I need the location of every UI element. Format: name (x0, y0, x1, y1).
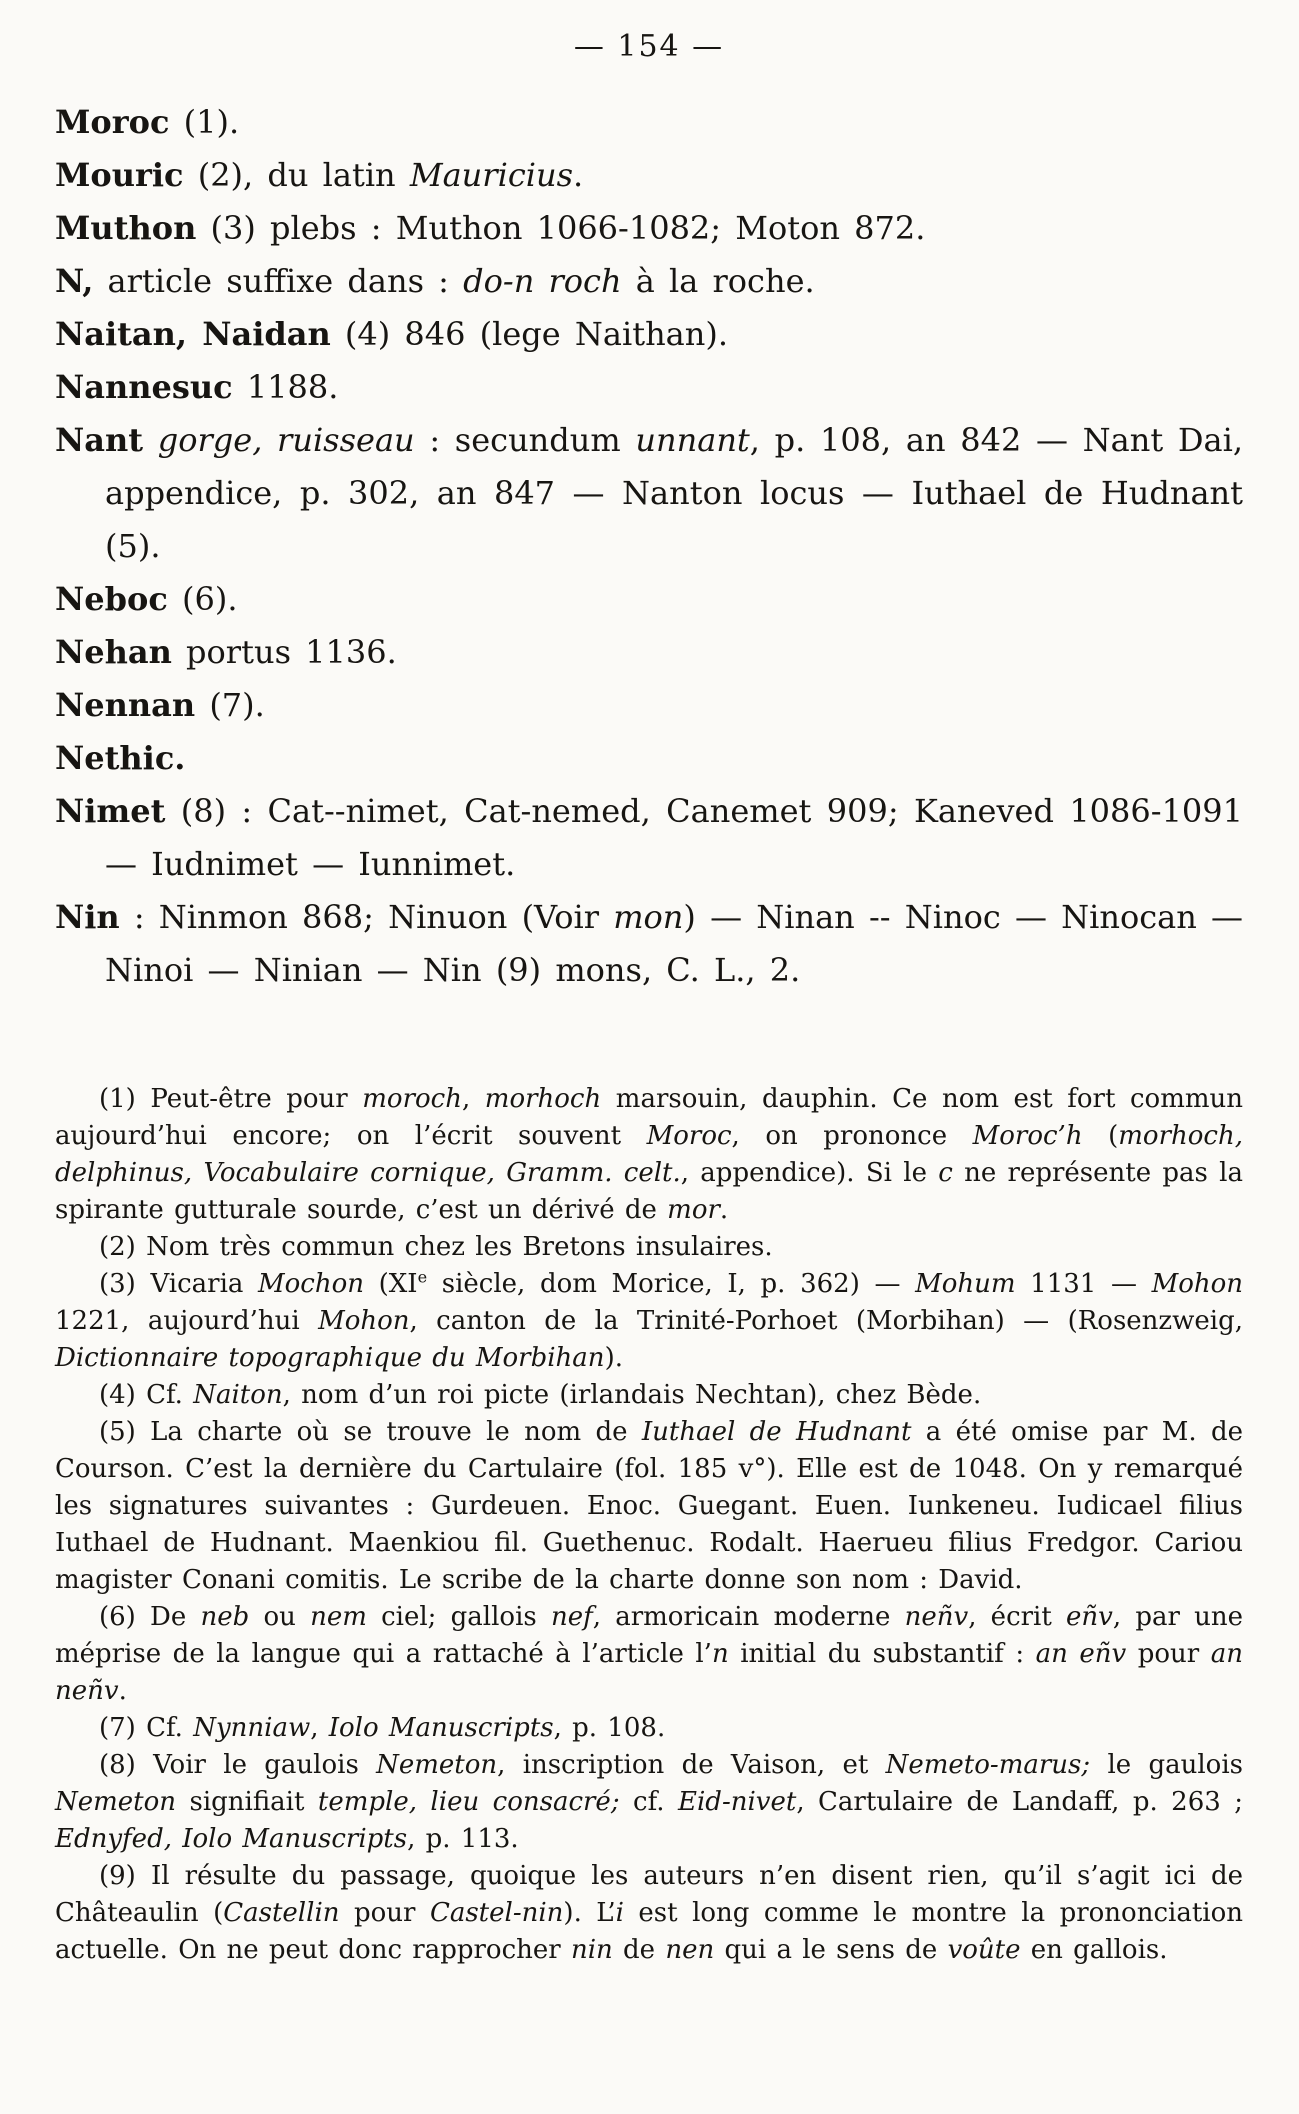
entry-paragraph: Moroc (1). (55, 103, 240, 141)
page-number: — 154 — (573, 29, 725, 64)
entry-paragraph: Nimet (8) : Cat--nimet, Cat-nemed, Canemet 909; Kaneved 1086-1091 — Iudnimet — Iunnimet. (55, 792, 1243, 883)
entry-paragraph: Naitan, Naidan (4) 846 (lege Naithan). (55, 315, 729, 353)
entry-paragraph: Mouric (2), du latin Mauricius. (55, 156, 584, 194)
entry-paragraph: Nennan (7). (55, 686, 265, 724)
footnote-paragraph: (6) De neb ou nem ciel; gallois nef, armoricain moderne neñv, écrit eñv, par une méprise de la langue qui a rattaché à l’article l’n initial du substantif : an eñv pour an neñv. (55, 1602, 1243, 1706)
entry-paragraph: Nin : Ninmon 868; Ninuon (Voir mon) — Ninan -- Ninoc — Ninocan — Ninoi — Ninian — Nin (9) mons, C. L., 2. (55, 898, 1243, 989)
dictionary-entries-section (55, 96, 1243, 997)
footnote-paragraph: (2) Nom très commun chez les Bretons insulaires. (99, 1232, 773, 1262)
entry-paragraph: Nehan portus 1136. (55, 633, 397, 671)
footnotes-section (55, 1081, 1243, 1969)
entry-paragraph: Neboc (6). (55, 580, 238, 618)
footnote-paragraph: (3) Vicaria Mochon (XIe siècle, dom Morice, I, p. 362) — Mohum 1131 — Mohon 1221, aujourd’hui Mohon, canton de la Trinité-Porhoet (Morbihan) — (Rosenzweig, Dictionnaire topographique du Morbihan). (55, 1267, 1243, 1373)
entry-paragraph: N, article suffixe dans : do-n roch à la roche. (55, 262, 815, 300)
text-body (55, 96, 1243, 1969)
entry-paragraph: Nant gorge, ruisseau : secundum unnant, p. 108, an 842 — Nant Dai, appendice, p. 302, an 847 — Nanton locus — Iuthael de Hudnant (5). (55, 421, 1244, 565)
footnote-paragraph: (7) Cf. Nynniaw, Iolo Manuscripts, p. 108. (99, 1713, 666, 1743)
footnote-paragraph: (4) Cf. Naiton, nom d’un roi picte (irlandais Nechtan), chez Bède. (99, 1380, 982, 1410)
footnote-paragraph: (9) Il résulte du passage, quoique les auteurs n’en disent rien, qu’il s’agit ici de Châteaulin (Castellin pour Castel-nin). L’i est long comme le montre la prononciation actuelle. On ne peut donc rapprocher nin de nen qui a le sens de voûte en gallois. (55, 1861, 1243, 1965)
entry-paragraph: Muthon (3) plebs : Muthon 1066-1082; Moton 872. (55, 209, 926, 247)
entry-paragraph: Nannesuc 1188. (55, 368, 339, 406)
entry-paragraph: Nethic. (55, 739, 186, 777)
footnote-paragraph: (5) La charte où se trouve le nom de Iuthael de Hudnant a été omise par M. de Courson. C’est la dernière du Cartulaire (fol. 185 v°). Elle est de 1048. On y remarqué les signatures suivantes : Gurdeuen. Enoc. Guegant. Euen. Iunkeneu. Iudicael filius Iuthael de Hudnant. Maenkiou fil. Guethenuc. Rodalt. Haerueu filius Fredgor. Cariou magister Conani comitis. Le scribe de la charte donne son nom : David. (55, 1417, 1244, 1595)
footnote-paragraph: (1) Peut-être pour moroch, morhoch marsouin, dauphin. Ce nom est fort commun aujourd’hui encore; on l’écrit souvent Moroc, on prononce Moroc’h (morhoch, delphinus, Vocabulaire cornique, Gramm. celt., appendice). Si le c ne représente pas la spirante gutturale sourde, c’est un dérivé de mor. (55, 1084, 1243, 1225)
footnote-paragraph: (8) Voir le gaulois Nemeton, inscription de Vaison, et Nemeto-marus; le gaulois Nemeton signifiait temple, lieu consacré; cf. Eid-nivet, Cartulaire de Landaff, p. 263 ; Ednyfed, Iolo Manuscripts, p. 113. (55, 1750, 1244, 1854)
page-header (55, 28, 1243, 66)
